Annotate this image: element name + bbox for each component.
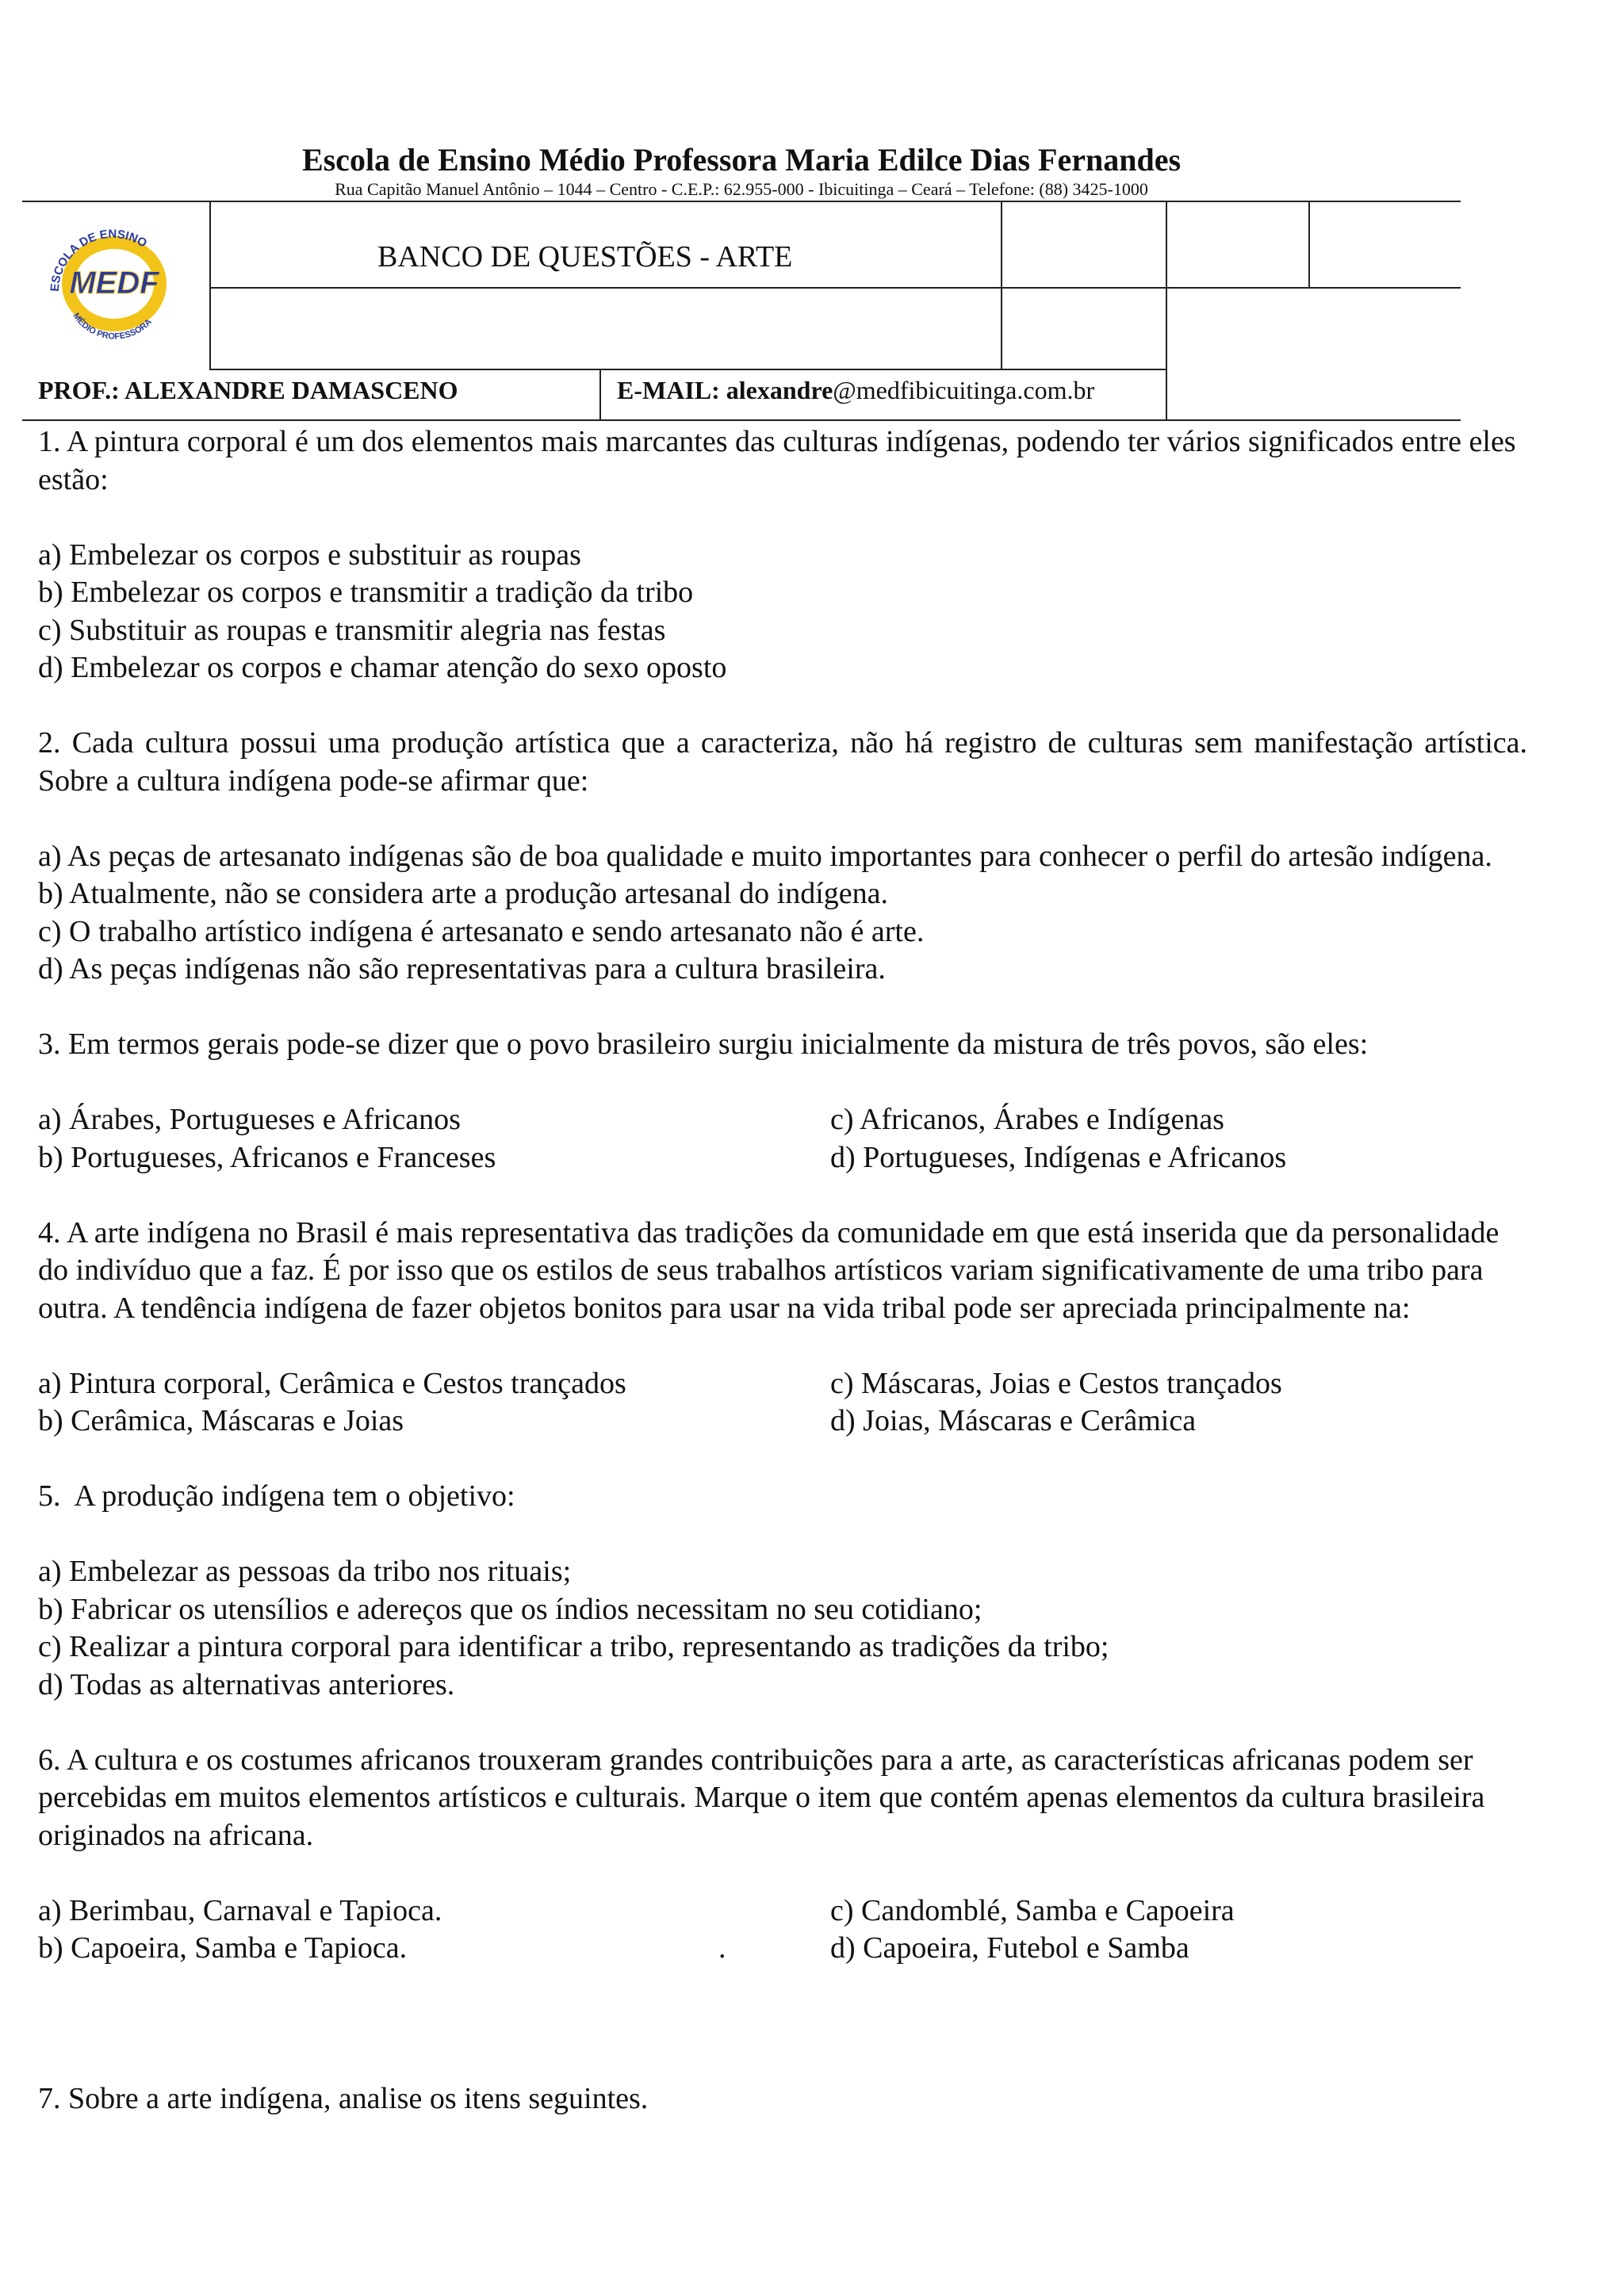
answer-option: c) Substituir as roupas e transmitir alegria nas festas <box>38 613 666 647</box>
header-table-line <box>1308 201 1310 287</box>
stray-mark: . <box>718 1931 726 1965</box>
question-stem: 4. A arte indígena no Brasil é mais representativa das tradições da comunidade em que está inserida que da personalidade do indivíduo que a faz. É por isso que os estilos de seus trabalhos artísticos variam significativamente de uma tribo para outra. A tendência indígena de fazer objetos bonitos para usar na vida tribal pode ser apreciada principalmente na: <box>38 1215 1500 1325</box>
email-label <box>617 376 1094 405</box>
answer-option: d) Portugueses, Indígenas e Africanos <box>830 1140 1287 1174</box>
logo-ring-text-bottom: MÉDIO PROFESSORA <box>71 311 154 342</box>
answer-option: a) Embelezar as pessoas da tribo nos rituais; <box>38 1555 572 1588</box>
answer-option: c) Candomblé, Samba e Capoeira <box>830 1893 1235 1927</box>
answer-option: b) Atualmente, não se considera arte a produção artesanal do indígena. <box>38 877 889 910</box>
answer-option: c) Máscaras, Joias e Cestos trançados <box>830 1366 1282 1400</box>
answer-option: d) Joias, Máscaras e Cerâmica <box>830 1404 1197 1437</box>
header-table-line <box>22 419 1461 421</box>
answer-option: b) Embelezar os corpos e transmitir a tradição da tribo <box>38 576 694 609</box>
answer-option: b) Cerâmica, Máscaras e Joias <box>38 1404 404 1437</box>
answer-option: b) Capoeira, Samba e Tapioca. <box>38 1931 408 1965</box>
answer-option: c) Realizar a pintura corporal para identificar a tribo, representando as tradições da tribo; <box>38 1630 1109 1663</box>
page-title: BANCO DE QUESTÕES - ARTE <box>377 240 793 274</box>
answer-option: a) Pintura corporal, Cerâmica e Cestos trançados <box>38 1366 626 1400</box>
logo-ring-text-top: ESCOLA DE ENSINO <box>48 227 150 293</box>
school-address: Rua Capitão Manuel Antônio – 1044 – Centro - C.E.P.: 62.955-000 - Ibicuitinga – Ceará – Telefone: (88) 3425-1000 <box>335 179 1148 199</box>
question-stem: 6. A cultura e os costumes africanos trouxeram grandes contribuições para a arte, as características africanas podem ser percebidas em muitos elementos artísticos e culturais. Marque o item que contém apenas elementos da cultura brasileira originados na africana. <box>38 1743 1485 1852</box>
answer-option: a) As peças de artesanato indígenas são de boa qualidade e muito importantes para conhecer o perfil do artesão indígena. <box>38 839 1492 873</box>
school-name: Escola de Ensino Médio Professora Maria Edilce Dias Fernandes <box>301 142 1182 178</box>
question-stem: 1. A pintura corporal é um dos elementos mais marcantes das culturas indígenas, podendo ter vários significados entre eles estão: <box>38 425 1516 496</box>
answer-option: c) Africanos, Árabes e Indígenas <box>830 1103 1224 1136</box>
answer-option: d) Capoeira, Futebol e Samba <box>830 1931 1189 1965</box>
header-table-line <box>599 369 601 419</box>
answer-option: b) Portugueses, Africanos e Franceses <box>38 1140 496 1174</box>
medf-school-logo-icon <box>35 205 186 355</box>
answer-option: a) Berimbau, Carnaval e Tapioca. <box>38 1893 442 1927</box>
question-stem: 2. Cada cultura possui uma produção artística que a caracteriza, não há registro de culturas sem manifestação artística. Sobre a cultura indígena pode-se afirmar que: <box>38 726 1527 798</box>
header-table-line <box>1166 201 1167 419</box>
answer-option: b) Fabricar os utensílios e adereços que os índios necessitam no seu cotidiano; <box>38 1592 982 1626</box>
answer-option: c) O trabalho artístico indígena é artesanato e sendo artesanato não é arte. <box>38 914 925 948</box>
email-user: alexandre <box>726 376 833 404</box>
professor-label: PROF.: ALEXANDRE DAMASCENO <box>38 376 458 404</box>
header-table-line <box>209 201 211 369</box>
email-domain: @medfibicuitinga.com.br <box>833 376 1095 404</box>
answer-option: d) Embelezar os corpos e chamar atenção do sexo oposto <box>38 651 727 684</box>
header-table-line <box>1001 201 1002 369</box>
email-caption: E-MAIL: <box>617 376 720 404</box>
header-divider <box>22 201 1461 202</box>
answer-option: a) Embelezar os corpos e substituir as roupas <box>38 538 581 572</box>
question-list <box>38 423 1527 2118</box>
answer-option: d) As peças indígenas não são representativas para a cultura brasileira. <box>38 952 886 985</box>
question-stem: 7. Sobre a arte indígena, analise os itens seguintes. <box>38 2081 649 2115</box>
header-table-line <box>209 369 1166 370</box>
question-stem: 3. Em termos gerais pode-se dizer que o povo brasileiro surgiu inicialmente da mistura de três povos, são eles: <box>38 1027 1369 1061</box>
question-stem: 5. A produção indígena tem o objetivo: <box>38 1479 515 1513</box>
answer-option: a) Árabes, Portugueses e Africanos <box>38 1103 461 1136</box>
logo-center-text: MEDF <box>69 266 159 300</box>
answer-option: d) Todas as alternativas anteriores. <box>38 1667 455 1701</box>
header-table-line <box>209 287 1461 289</box>
